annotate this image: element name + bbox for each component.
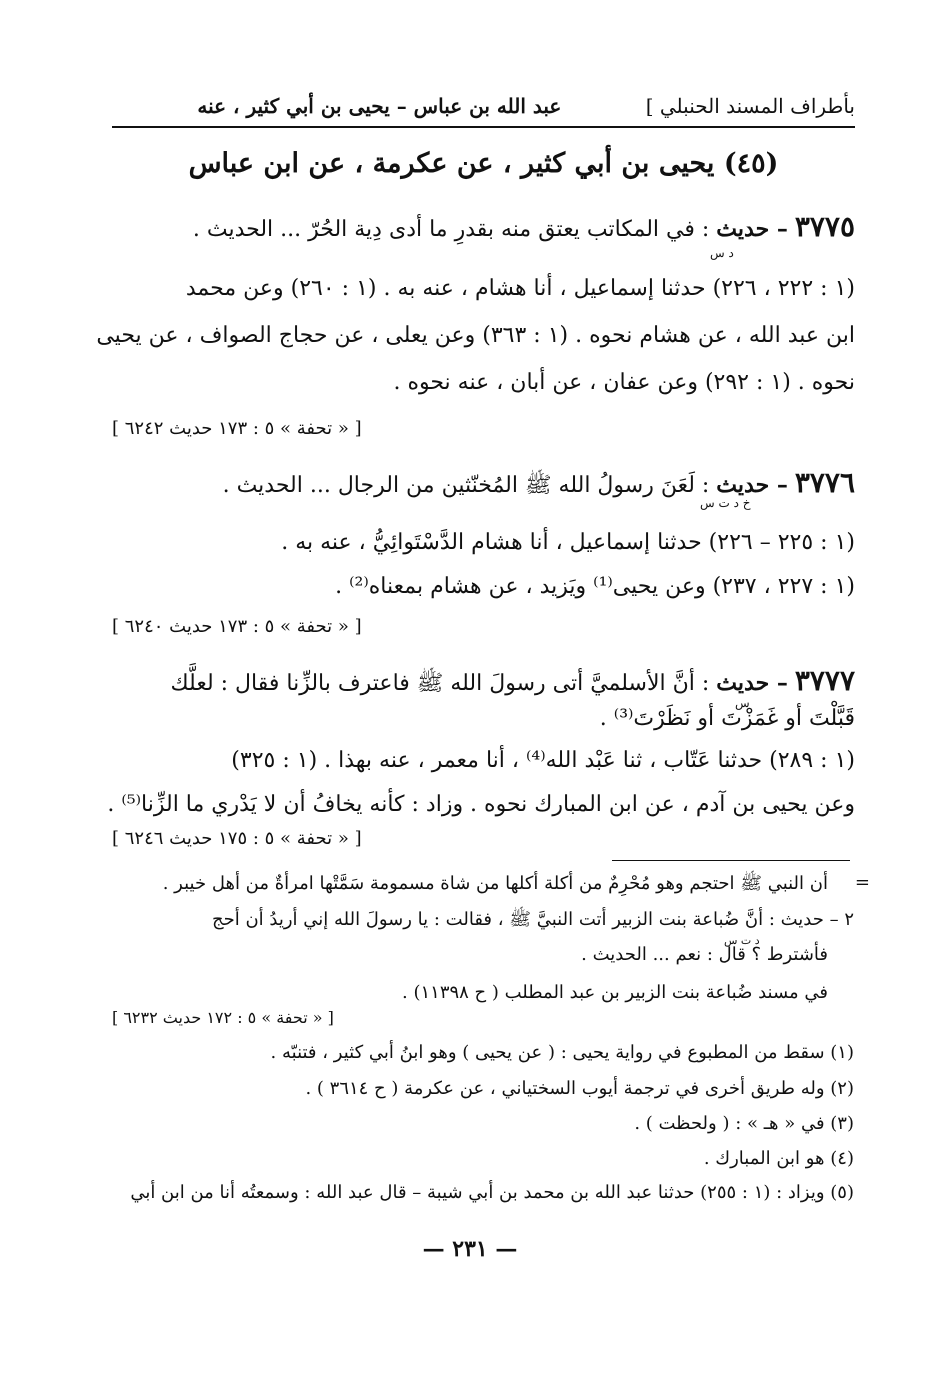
page-number: — ٢٣١ — <box>422 1236 518 1262</box>
hadith-3777-line-2: قَبَّلْتَ أو غَمَزْتَ أو نَظَرْتَ⁽³⁾ . <box>599 706 855 731</box>
footnote-reference: [ « تحفة » ٥ : ١٧٢ حديث ٦٢٣٢ ] <box>112 1008 334 1027</box>
footnote-2: (٢) وله طريق أخرى في ترجمة أيوب السختياني ، عن عكرمة ( ح ٣٦١٤ ) . <box>305 1078 854 1099</box>
header-book-title: بأطراف المسند الحنبلي ] <box>645 94 855 118</box>
footnote-separator <box>612 860 850 861</box>
hadith-number: ٣٧٧٦ <box>794 466 855 499</box>
hadith-3775-chain-3: نحوه . (١ : ٢٩٢) وعن عفان ، عن أبان ، عنه نحوه . <box>393 370 855 395</box>
hadith-text: : لَعَنَ رسولُ الله ﷺ المُخنّثين من الرجال ... الحديث . <box>222 473 710 498</box>
footnote-continuation-3: فأشترط ؟ قال : نعم ... الحديث . <box>581 944 828 965</box>
header-chapter: عبد الله بن عباس – يحيى بن أبي كثير ، عنه <box>197 94 562 118</box>
hadith-3777-symbols: س <box>735 696 750 710</box>
hadith-3775-reference: [ « تحفة » ٥ : ١٧٣ حديث ٦٢٤٢ ] <box>112 418 362 439</box>
footnote-continuation-1: أن النبي ﷺ احتجم وهو مُحْرِمٌ من أكلة أكلها من شاة مسمومة سَمَّتْها امرأةٌ من أهل خيبر . <box>162 873 828 894</box>
hadith-label: – حديث <box>716 216 788 242</box>
hadith-label: – حديث <box>716 472 788 498</box>
hadith-3777-reference: [ « تحفة » ٥ : ١٧٥ حديث ٦٢٤٦ ] <box>112 828 362 849</box>
footnote-continuation-2: ٢ – حديث : أنَّ ضُباعة بنت الزبير أتت النبيَّ ﷺ ، فقالت : يا رسولَ الله إني أريدُ أن أحج <box>211 909 854 930</box>
section-title: (٤٥) يحيى بن أبي كثير ، عن عكرمة ، عن ابن عباس <box>188 148 779 179</box>
footnote-continuation-4: في مسند ضُباعة بنت الزبير بن عبد المطلب ( ح ١١٣٩٨) . <box>402 982 828 1003</box>
footnote-4: (٤) هو ابن المبارك . <box>703 1148 854 1169</box>
running-header <box>112 86 855 128</box>
footnote-5: (٥) ويزاد : (١ : ٢٥٥) حدثنا عبد الله بن محمد بن أبي شيبة – قال عبد الله : وسمعتُه أنا من ابن أبي <box>130 1182 854 1203</box>
hadith-3775-symbols: د س <box>710 246 734 260</box>
hadith-text: : في المكاتب يعتق منه بقدرِ ما أدى دِية الحُرّ ... الحديث . <box>192 217 710 242</box>
hadith-3775-heading <box>112 210 855 243</box>
hadith-number: ٣٧٧٥ <box>794 210 855 243</box>
hadith-3776-reference: [ « تحفة » ٥ : ١٧٣ حديث ٦٢٤٠ ] <box>112 616 362 637</box>
hadith-3775-chain-2: ابن عبد الله ، عن هشام نحوه . (١ : ٣٦٣) وعن يعلى ، عن حجاج الصواف ، عن يحيى <box>96 323 855 348</box>
hadith-3777-chain-1: (١ : ٢٨٩) حدثنا عَتّاب ، ثنا عَبْد الله⁽⁴⁾ ، أنا معمر ، عنه بهذا . (١ : ٣٢٥) <box>231 748 855 773</box>
footnote-3: (٣) في « هـ » : ( ولحظت ) . <box>634 1113 854 1134</box>
hadith-3775-chain-1: (١ : ٢٢٢ ، ٢٢٦) حدثنا إسماعيل ، أنا هشام ، عنه به . (١ : ٢٦٠) وعن محمد <box>185 276 855 301</box>
hadith-3777-chain-2: وعن يحيى بن آدم ، عن ابن المبارك نحوه . وزاد : كأنه يخافُ أن لا يَدْري ما الزِّنا⁽⁵⁾ . <box>107 792 855 817</box>
footnote-1: (١) سقط من المطبوع في رواية يحيى : ( عن يحيى ) وهو ابنُ أبي كثير ، فتنبّه . <box>270 1042 854 1063</box>
footnote-continuation-marker: = <box>854 872 870 893</box>
footnote-symbols: د ت س <box>724 934 760 947</box>
hadith-text: : أنَّ الأسلميَّ أتى رسولَ الله ﷺ فاعترف بالزِّنا فقال : لعلَّك <box>170 671 710 696</box>
hadith-3776-symbols: خ د ت س <box>700 496 751 510</box>
hadith-3776-chain-2: (١ : ٢٢٧ ، ٢٣٧) وعن يحيى⁽¹⁾ ويَزيد ، عن هشام بمعناه⁽²⁾ . <box>335 574 855 599</box>
hadith-label: – حديث <box>716 670 788 696</box>
hadith-3776-chain-1: (١ : ٢٢٥ – ٢٢٦) حدثنا إسماعيل ، أنا هشام الدَّسْتَوائِيُّ ، عنه به . <box>281 530 855 555</box>
hadith-number: ٣٧٧٧ <box>794 664 855 697</box>
